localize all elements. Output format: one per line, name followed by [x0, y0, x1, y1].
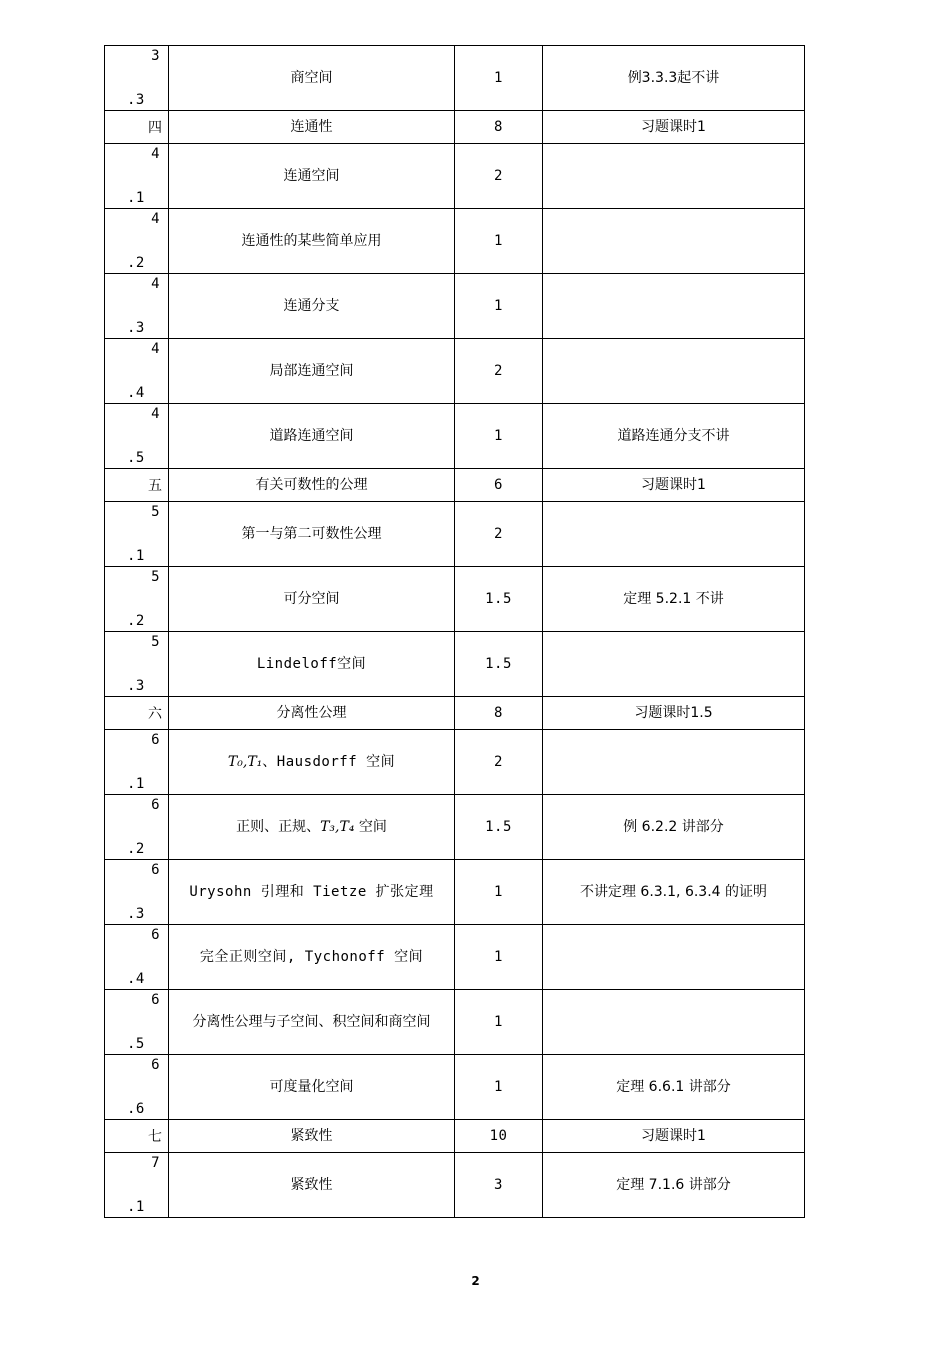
remark-cell: 不讲定理 6.3.1, 6.3.4 的证明 — [543, 860, 805, 925]
section-row — [105, 730, 805, 795]
section-number-cell — [105, 144, 169, 209]
hours-cell: 1.5 — [455, 632, 543, 697]
section-number-minor: .1 — [127, 548, 145, 564]
section-number-minor: .3 — [127, 320, 145, 336]
section-row — [105, 925, 805, 990]
topic-title-cell — [169, 339, 455, 404]
topic-title-text: 完全正则空间, Tychonoff 空间 — [199, 949, 424, 965]
topic-title-cell — [169, 144, 455, 209]
section-number-cell: 六 — [105, 697, 169, 730]
section-number-minor: .1 — [127, 776, 145, 792]
hours-cell: 3 — [455, 1153, 543, 1218]
topic-title-text: Lindeloff空间 — [256, 656, 367, 672]
hours-cell: 6 — [455, 469, 543, 502]
section-number-major: 4 — [151, 211, 160, 227]
topic-title-text: 商空间 — [290, 70, 333, 86]
section-number-cell — [105, 632, 169, 697]
remark-cell — [543, 144, 805, 209]
topic-title-text: 局部连通空间 — [269, 363, 354, 379]
section-row — [105, 990, 805, 1055]
topic-title-text: 可度量化空间 — [269, 1079, 354, 1095]
hours-cell: 8 — [455, 111, 543, 144]
remark-cell: 习题课时1 — [543, 469, 805, 502]
topic-title-text: 分离性公理与子空间、积空间和商空间 — [192, 1014, 431, 1030]
topic-title-cell — [169, 209, 455, 274]
topic-title-cell — [169, 404, 455, 469]
section-number-major: 6 — [151, 1057, 160, 1073]
topic-title-cell — [169, 274, 455, 339]
topic-title-text: 连通性的某些简单应用 — [241, 233, 382, 249]
section-number-cell — [105, 274, 169, 339]
section-number-cell — [105, 990, 169, 1055]
topic-title-text: 连通分支 — [283, 298, 340, 314]
topic-title-text: 空间 — [354, 819, 387, 835]
topic-title-text: 、Hausdorff 空间 — [262, 754, 396, 770]
section-number-cell — [105, 404, 169, 469]
hours-cell: 1 — [455, 990, 543, 1055]
remark-cell: 习题课时1 — [543, 111, 805, 144]
section-number-cell — [105, 925, 169, 990]
hours-cell: 1.5 — [455, 795, 543, 860]
remark-cell: 定理 5.2.1 不讲 — [543, 567, 805, 632]
chapter-row — [105, 697, 805, 730]
topic-title-text: 可分空间 — [283, 591, 340, 607]
topic-title-cell — [169, 990, 455, 1055]
hours-cell: 10 — [455, 1120, 543, 1153]
remark-cell — [543, 990, 805, 1055]
section-number-major: 3 — [151, 48, 160, 64]
hours-cell: 1 — [455, 46, 543, 111]
section-number-cell — [105, 209, 169, 274]
section-number-major: 5 — [151, 634, 160, 650]
topic-title-text: 紧致性 — [290, 1177, 333, 1193]
section-number-cell: 七 — [105, 1120, 169, 1153]
section-number-major: 6 — [151, 732, 160, 748]
section-number-minor: .2 — [127, 841, 145, 857]
section-number-cell — [105, 1055, 169, 1120]
section-number-cell — [105, 567, 169, 632]
hours-cell: 1 — [455, 860, 543, 925]
section-number-major: 4 — [151, 276, 160, 292]
remark-cell: 例 6.2.2 讲部分 — [543, 795, 805, 860]
section-number-major: 4 — [151, 341, 160, 357]
section-row — [105, 274, 805, 339]
section-row — [105, 567, 805, 632]
section-row — [105, 144, 805, 209]
section-number-cell — [105, 502, 169, 567]
section-row — [105, 795, 805, 860]
section-number-major: 7 — [151, 1155, 160, 1171]
topic-title-cell — [169, 502, 455, 567]
hours-cell: 1 — [455, 209, 543, 274]
topic-title-cell — [169, 697, 455, 730]
topic-title-cell — [169, 1153, 455, 1218]
topic-title-cell — [169, 469, 455, 502]
topic-title-cell — [169, 795, 455, 860]
remark-cell: 定理 7.1.6 讲部分 — [543, 1153, 805, 1218]
hours-cell: 1 — [455, 925, 543, 990]
remark-cell — [543, 274, 805, 339]
section-number-major: 6 — [151, 992, 160, 1008]
section-row — [105, 502, 805, 567]
section-row — [105, 339, 805, 404]
section-number-major: 6 — [151, 862, 160, 878]
topic-title-cell — [169, 111, 455, 144]
section-number-minor: .6 — [127, 1101, 145, 1117]
section-number-cell — [105, 860, 169, 925]
remark-cell: 例3.3.3起不讲 — [543, 46, 805, 111]
topic-title-cell — [169, 567, 455, 632]
topic-title-text: 连通性 — [290, 119, 333, 135]
syllabus-rows — [105, 46, 805, 1218]
topic-title-cell — [169, 925, 455, 990]
topic-title-math: T₃,T₄ — [320, 819, 355, 835]
hours-cell: 1 — [455, 274, 543, 339]
section-number-major: 6 — [151, 797, 160, 813]
section-number-minor: .2 — [127, 255, 145, 271]
topic-title-text: 连通空间 — [283, 168, 340, 184]
section-number-minor: .4 — [127, 385, 145, 401]
section-row — [105, 46, 805, 111]
section-number-cell: 五 — [105, 469, 169, 502]
hours-cell: 2 — [455, 502, 543, 567]
topic-title-cell — [169, 632, 455, 697]
remark-cell — [543, 339, 805, 404]
remark-cell — [543, 502, 805, 567]
hours-cell: 2 — [455, 144, 543, 209]
remark-cell: 道路连通分支不讲 — [543, 404, 805, 469]
topic-title-math: T₀,T₁ — [227, 754, 263, 770]
section-number-cell — [105, 46, 169, 111]
section-number-minor: .1 — [127, 1199, 145, 1215]
topic-title-text: 第一与第二可数性公理 — [241, 526, 382, 542]
hours-cell: 2 — [455, 339, 543, 404]
section-number-minor: .5 — [127, 1036, 145, 1052]
hours-cell: 2 — [455, 730, 543, 795]
topic-title-text: 紧致性 — [290, 1128, 333, 1144]
section-number-minor: .1 — [127, 190, 145, 206]
remark-cell — [543, 632, 805, 697]
topic-title-text: Urysohn 引理和 Tietze 扩张定理 — [189, 884, 434, 900]
topic-title-cell — [169, 1055, 455, 1120]
section-number-minor: .3 — [127, 678, 145, 694]
section-row — [105, 1153, 805, 1218]
remark-cell: 习题课时1 — [543, 1120, 805, 1153]
hours-cell: 1 — [455, 1055, 543, 1120]
section-number-cell: 四 — [105, 111, 169, 144]
section-number-cell — [105, 1153, 169, 1218]
remark-cell — [543, 925, 805, 990]
section-row — [105, 860, 805, 925]
chapter-row — [105, 469, 805, 502]
page-number: 2 — [471, 1274, 480, 1288]
section-row — [105, 632, 805, 697]
topic-title-text: 分离性公理 — [276, 705, 347, 721]
section-number-major: 6 — [151, 927, 160, 943]
hours-cell: 1 — [455, 404, 543, 469]
topic-title-prefix: 正则、正规、 — [236, 819, 321, 835]
section-number-major: 4 — [151, 406, 160, 422]
section-number-minor: .2 — [127, 613, 145, 629]
section-number-cell — [105, 339, 169, 404]
section-number-minor: .3 — [127, 906, 145, 922]
remark-cell: 习题课时1.5 — [543, 697, 805, 730]
remark-cell — [543, 730, 805, 795]
section-number-minor: .4 — [127, 971, 145, 987]
section-number-cell — [105, 795, 169, 860]
chapter-row — [105, 1120, 805, 1153]
section-number-minor: .5 — [127, 450, 145, 466]
section-row — [105, 209, 805, 274]
remark-cell: 定理 6.6.1 讲部分 — [543, 1055, 805, 1120]
topic-title-text: 道路连通空间 — [269, 428, 354, 444]
topic-title-cell — [169, 730, 455, 795]
section-row — [105, 1055, 805, 1120]
syllabus-table — [104, 45, 805, 1218]
section-number-cell — [105, 730, 169, 795]
section-number-major: 4 — [151, 146, 160, 162]
topic-title-cell — [169, 860, 455, 925]
section-number-major: 5 — [151, 504, 160, 520]
topic-title-cell — [169, 1120, 455, 1153]
section-row — [105, 404, 805, 469]
section-number-minor: .3 — [127, 92, 145, 108]
topic-title-text: 有关可数性的公理 — [255, 477, 368, 493]
hours-cell: 8 — [455, 697, 543, 730]
section-number-major: 5 — [151, 569, 160, 585]
topic-title-cell — [169, 46, 455, 111]
remark-cell — [543, 209, 805, 274]
hours-cell: 1.5 — [455, 567, 543, 632]
chapter-row — [105, 111, 805, 144]
